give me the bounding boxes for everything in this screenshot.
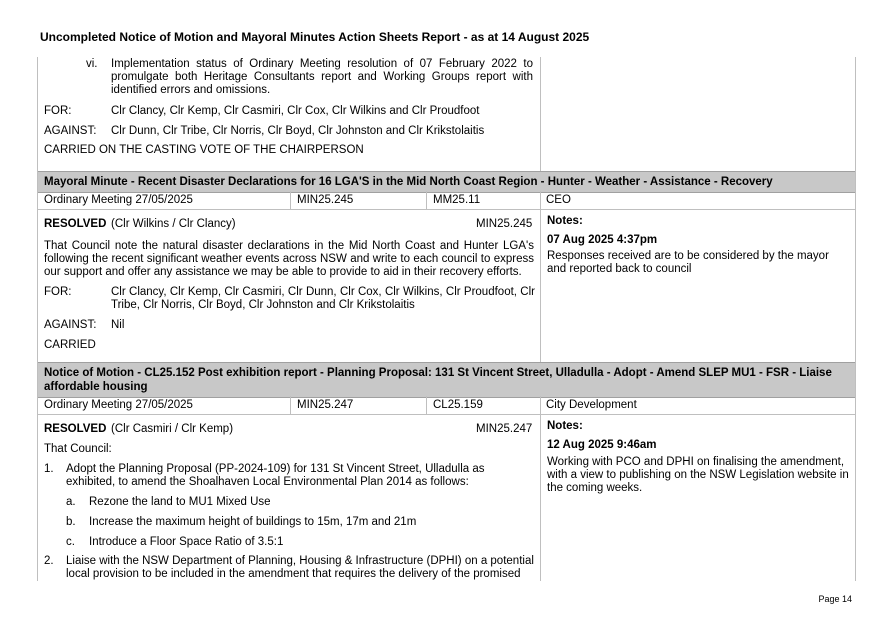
item1-note-text: Responses received are to be considered by the mayor and reported back to council — [547, 250, 829, 275]
item1-for-label: FOR: — [44, 286, 72, 298]
item2-responsible: City Development — [546, 399, 637, 411]
item1-outcome: CARRIED — [44, 339, 96, 351]
item1-note-date: 07 Aug 2025 4:37pm — [547, 234, 658, 246]
item1-header: Mayoral Minute - Recent Disaster Declarations for 16 LGA'S in the Mid North Coast Region - Hunter - Weather - Assistance - Recovery — [38, 171, 855, 193]
item1-against-text: Nil — [111, 319, 125, 331]
item2-meeting: Ordinary Meeting 27/05/2025 — [44, 399, 193, 411]
item2-notes-cell — [540, 415, 855, 581]
item2-min-ref: MIN25.247 — [297, 399, 354, 411]
item1-body-row — [38, 210, 855, 362]
item2-note-date: 12 Aug 2025 9:46am — [547, 439, 657, 451]
item2-meta-row — [38, 396, 855, 415]
item1-movers: (Clr Wilkins / Clr Clancy) — [111, 218, 236, 230]
carryover-against-text: Clr Dunn, Clr Tribe, Clr Norris, Clr Boyd, Clr Johnston and Clr Krikstolaitis — [111, 125, 485, 137]
item1-resolved-label: RESOLVED — [44, 218, 107, 230]
item1-meeting: Ordinary Meeting 27/05/2025 — [44, 194, 193, 206]
item1-against-label: AGAINST: — [44, 319, 97, 331]
action-sheet-table — [37, 57, 856, 581]
item1-min-ref: MIN25.245 — [297, 194, 354, 206]
item2-p1-text: Adopt the Planning Proposal (PP-2024-109) for 131 St Vincent Street, Ulladulla as exhibited, to amend the Shoalhaven Local Environmental Plan 2014 as follows: — [66, 463, 485, 488]
carryover-row — [38, 57, 855, 171]
carryover-outcome: CARRIED ON THE CASTING VOTE OF THE CHAIRPERSON — [44, 144, 364, 156]
carryover-for-text: Clr Clancy, Clr Kemp, Clr Casmiri, Clr Cox, Clr Wilkins and Clr Proudfoot — [111, 105, 480, 117]
item2-resolved-label: RESOLVED — [44, 423, 107, 435]
carryover-against-label: AGAINST: — [44, 125, 97, 137]
item2-p2-number: 2. — [44, 555, 54, 567]
item1-resolution-text: That Council note the natural disaster declarations in the Mid North Coast and Hunter LGA's following the recent significant weather events across NSW and write to each council to express our support and offer any assistance we may be able to provide to aid in their recovery efforts. — [44, 240, 534, 278]
item1-notes-label: Notes: — [547, 215, 583, 227]
item1-notes-cell — [540, 210, 855, 362]
item2-intro: That Council: — [44, 443, 112, 455]
item1-meta-row — [38, 191, 855, 210]
report-title: Uncompleted Notice of Motion and Mayoral Minutes Action Sheets Report - as at 14 August 2025 — [40, 30, 590, 44]
item2-sub-b: Increase the maximum height of buildings to 15m, 17m and 21m — [89, 516, 417, 528]
item1-responsible: CEO — [546, 194, 571, 206]
item1-ref: MM25.11 — [433, 194, 481, 206]
item2-sub-b-number: b. — [66, 516, 76, 528]
item2-ref: CL25.159 — [433, 399, 483, 411]
item2-sub-a: Rezone the land to MU1 Mixed Use — [89, 496, 271, 508]
carryover-item-text: Implementation status of Ordinary Meeting resolution of 07 February 2022 to promulgate both Heritage Consultants report and Working Groups report with identified errors and omissions. — [111, 58, 533, 96]
carryover-item-number: vi. — [86, 58, 98, 70]
item2-movers: (Clr Casmiri / Clr Kemp) — [111, 423, 234, 435]
page-number: Page 14 — [818, 594, 852, 604]
item2-note-text: Working with PCO and DPHI on finalising the amendment, with a view to publishing on the NSW Legislation website in the coming weeks. — [547, 456, 849, 494]
item2-sub-c-number: c. — [66, 536, 75, 548]
item2-body-row — [38, 415, 855, 581]
item2-p2-text: Liaise with the NSW Department of Planning, Housing & Infrastructure (DPHI) on a potential local provision to be included in the amendment that requires the delivery of the promised — [66, 555, 534, 580]
item1-for-text: Clr Clancy, Clr Kemp, Clr Casmiri, Clr Dunn, Clr Cox, Clr Wilkins, Clr Proudfoot, Clr Tribe, Clr Norris, Clr Boyd, Clr Johnston and Clr Krikstolaitis — [111, 286, 535, 311]
item2-header: Notice of Motion - CL25.152 Post exhibition report - Planning Proposal: 131 St Vincent Street, Ulladulla - Adopt - Amend SLEP MU1 - FSR - Liaise affordable housing — [38, 362, 855, 398]
carryover-for-label: FOR: — [44, 105, 72, 117]
item2-notes-label: Notes: — [547, 420, 583, 432]
item2-p1-number: 1. — [44, 463, 54, 475]
item2-resolution-min: MIN25.247 — [476, 423, 533, 435]
carryover-notes-cell — [540, 57, 855, 171]
item1-resolution-min: MIN25.245 — [476, 218, 533, 230]
item2-sub-c: Introduce a Floor Space Ratio of 3.5:1 — [89, 536, 284, 548]
item2-sub-a-number: a. — [66, 496, 76, 508]
